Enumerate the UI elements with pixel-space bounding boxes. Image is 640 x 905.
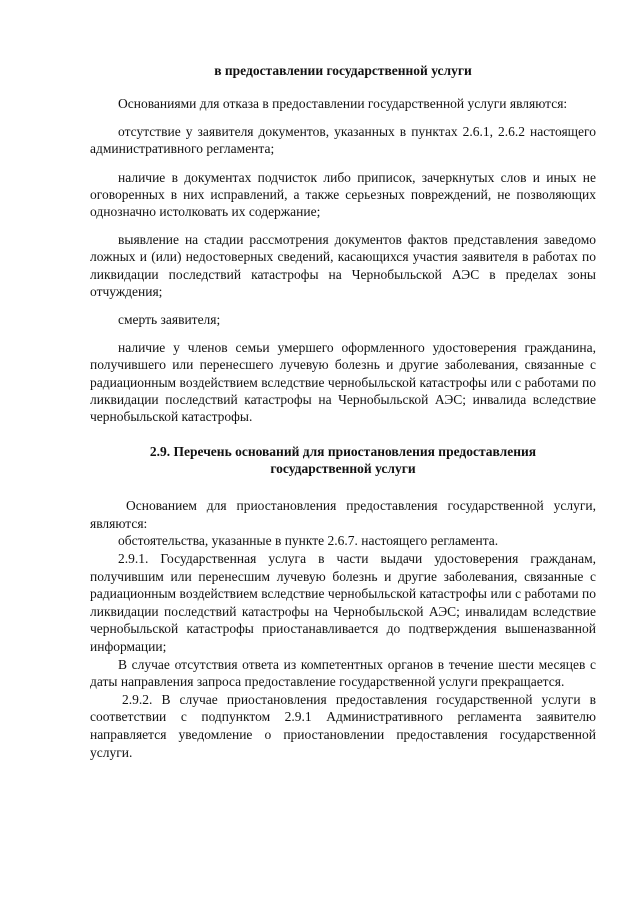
paragraph: отсутствие у заявителя документов, указанных в пунктах 2.6.1, 2.6.2 настоящего административного регламента; [90, 124, 596, 157]
paragraph: Основаниями для отказа в предоставлении государственной услуги являются: [118, 96, 568, 111]
section-heading-refusal: в предоставлении государственной услуги [214, 63, 472, 78]
refusal-section [90, 95, 596, 425]
paragraph: наличие в документах подчисток либо приписок, зачеркнутых слов и иных не оговоренных в них исправлений, а также серьезных повреждений, не позволяющих однозначно истолковать их содержание; [90, 169, 596, 220]
paragraph: наличие у членов семьи умершего оформленного удостоверения гражданина, получившего или перенесшего лучевую болезнь и другие заболевания, связанные с радиационным воздействием вследствие чернобыльской катастрофы или с работами по ликвидации последствий катастрофы на Чернобыльской АЭС; инвалида вследствие чернобыльской катастрофы. [90, 340, 596, 425]
paragraph: 2.9.2. В случае приостановления предоставления государственной услуги в соответствии с подпунктом 2.9.1 Административного регламента заявителю направляется уведомление о приостановлении предоставления государственной услуги. [90, 691, 596, 760]
paragraph: В случае отсутствия ответа из компетентных органов в течение шести месяцев с даты направления запроса предоставление государственной услуги прекращается. [90, 656, 596, 690]
paragraph: смерть заявителя; [118, 312, 221, 328]
paragraph: 2.9.1. Государственная услуга в части выдачи удостоверения гражданам, получившим или перенесшим лучевую болезнь и другие заболевания, связанные с радиационным воздействием вследствие чернобыльской катастрофы или с работами по ликвидации последствий катастрофы на Чернобыльской АЭС; инвалидам вследствие чернобыльской катастрофы приостанавливается до подтверждения вышеназванной информации; [90, 551, 596, 654]
paragraph: Основанием для приостановления предоставления государственной услуги, являются: [90, 498, 596, 531]
paragraph: выявление на стадии рассмотрения документов фактов представления заведомо ложных и (или) недостоверных сведений, касающихся участия заявителя в работах по ликвидации последствий катастрофы на Чернобыльской АЭС в пределах зоны отчуждения; [90, 232, 596, 299]
suspension-section [90, 497, 596, 761]
paragraph: обстоятельства, указанные в пункте 2.6.7. настоящего регламента. [118, 533, 499, 549]
section-heading-2-9: 2.9. Перечень оснований для приостановления предоставления государственной услуги [149, 444, 537, 477]
document-page [90, 62, 596, 761]
